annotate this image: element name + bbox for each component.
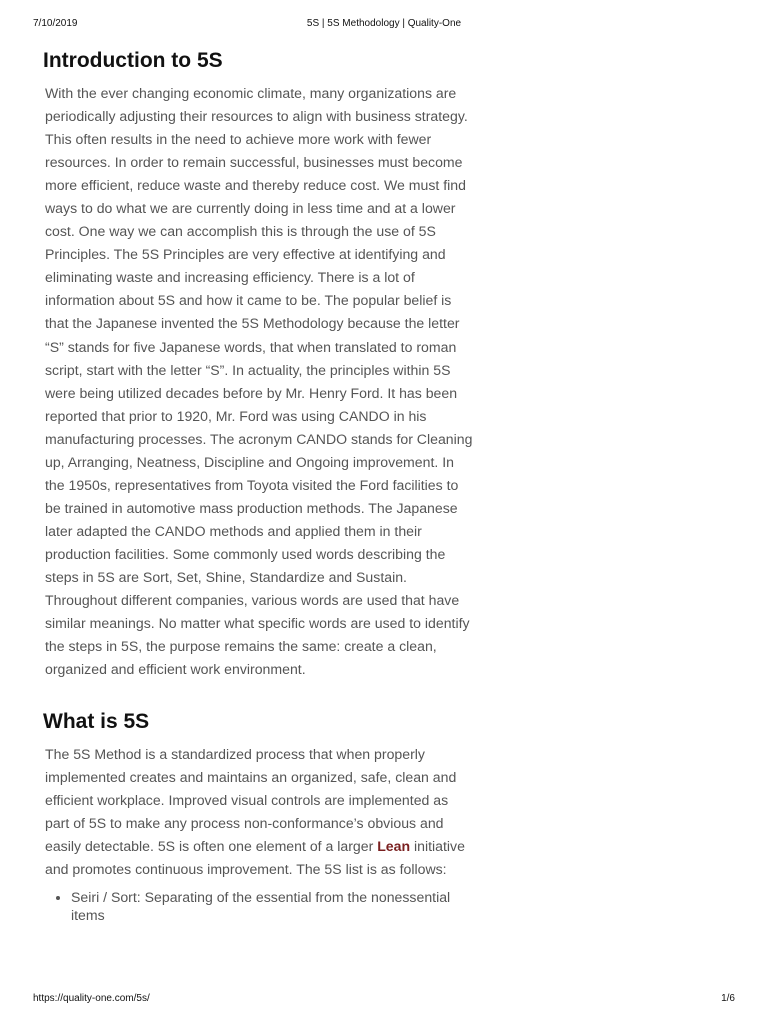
print-url: https://quality-one.com/5s/ (33, 993, 150, 1004)
list-item: • Seiri / Sort: Separating of the essential from the nonessential items (71, 888, 475, 924)
page-number: 1/6 (721, 993, 735, 1004)
lean-link[interactable]: Lean (377, 838, 411, 855)
print-page-title: 5S | 5S Methodology | Quality-One (306, 18, 462, 29)
print-header (33, 18, 735, 32)
what-is-5s-paragraph (45, 743, 475, 881)
intro-heading: Introduction to 5S (43, 49, 223, 72)
what-is-5s-heading: What is 5S (43, 710, 150, 734)
what-is-5s-text-before-link: The 5S Method is a standardized process that when properly implemented creates and maintains an organized, safe, clean and efficient workplace. Improved visual controls are implemented as part of 5S to make any process non-conformance’s obvious and easily detectable. 5S is often one element of a larger (45, 746, 457, 855)
print-date: 7/10/2019 (33, 18, 78, 29)
print-footer (33, 993, 735, 1007)
article-content (45, 46, 475, 924)
what-is-5s-text-after-link: initiative and promotes continuous improvement. The 5S list is as follows: (45, 838, 465, 878)
5s-list (45, 888, 475, 924)
intro-paragraph: With the ever changing economic climate, many organizations are periodically adjusting their resources to align with business strategy. This often results in the need to achieve more work with fewer resources. In order to remain successful, businesses must become more efficient, reduce waste and thereby reduce cost. We must find ways to do what we are currently doing in less time and at a lower cost. One way we can accomplish this is through the use of 5S Principles. The 5S Principles are very effective at identifying and eliminating waste and increasing efficiency. There is a lot of information about 5S and how it came to be. The popular belief is that the Japanese invented the 5S Methodology because the letter “S” stands for five Japanese words, that when translated to roman script, start with the letter “S”. In actuality, the principles within 5S were being utilized decades before by Mr. Henry Ford. It has been reported that prior to 1920, Mr. Ford was using CANDO in his manufacturing processes. The acronym CANDO stands for Cleaning up, Arranging, Neatness, Discipline and Ongoing improvement. In the 1950s, representatives from Toyota visited the Ford facilities to be trained in automotive mass production methods. The Japanese later adapted the CANDO methods and applied them in their production facilities. Some commonly used words describing the steps in 5S are Sort, Set, Shine, Standardize and Sustain. Throughout different companies, various words are used that have similar meanings. No matter what specific words are used to identify the steps in 5S, the purpose remains the same: create a clean, organized and efficient work environment. (45, 85, 473, 678)
